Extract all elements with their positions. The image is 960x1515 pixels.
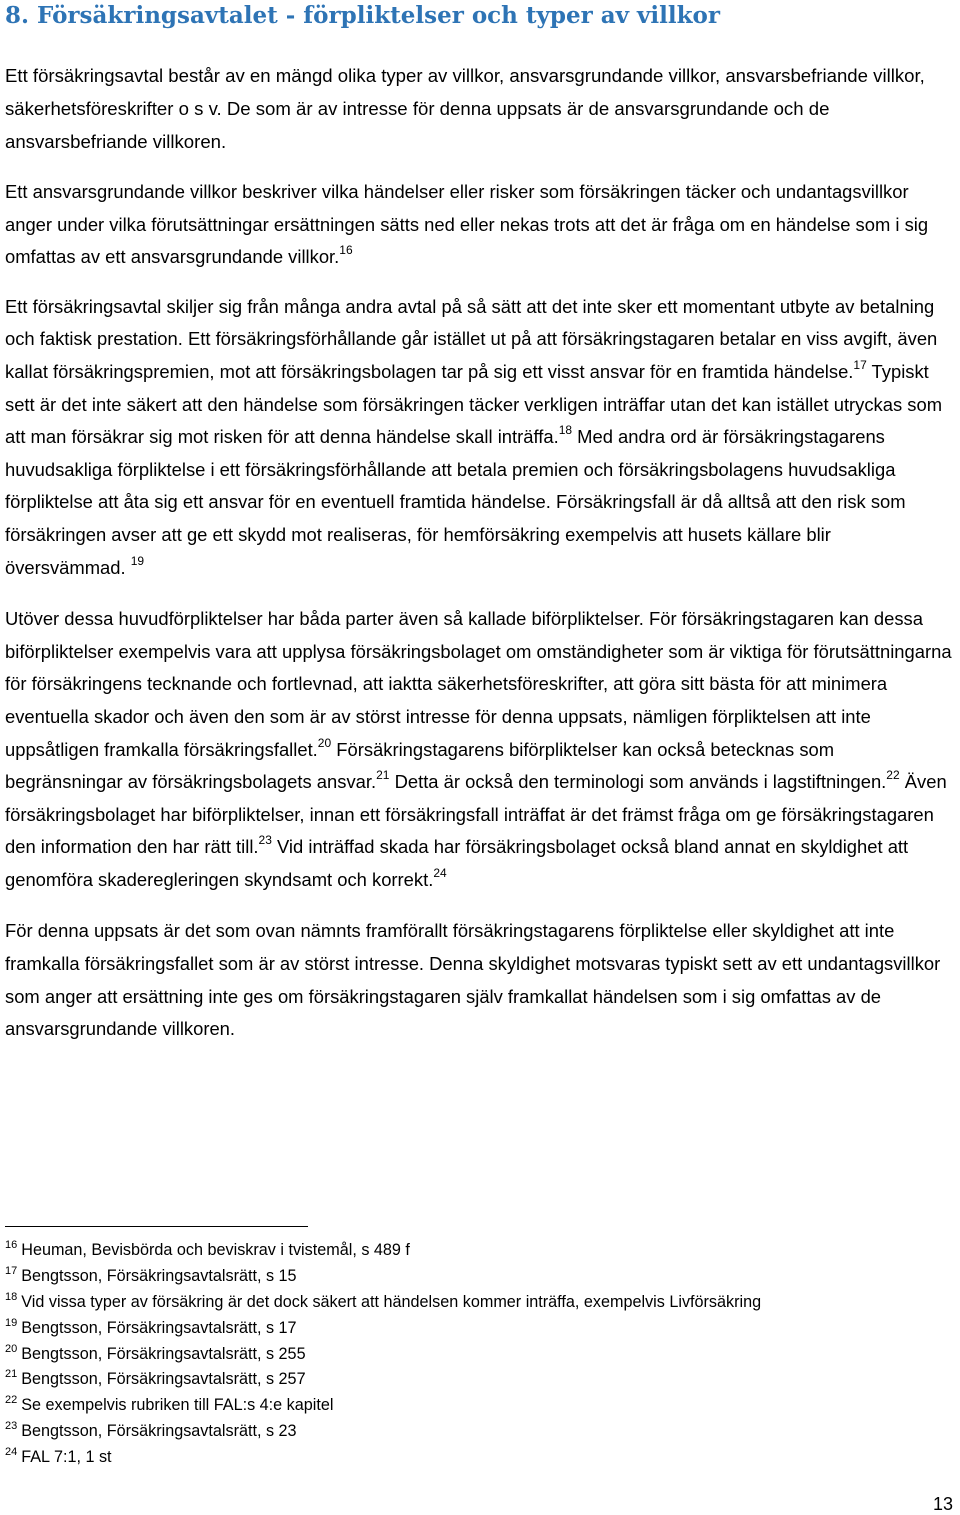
footnote-number: 23 xyxy=(5,1420,18,1433)
paragraph-4: För denna uppsats är det som ovan nämnts framförallt försäkringstagarens förpliktelse eller skyldighet att inte framkalla försäkringsfallet som är av störst intresse. Denna skyldighet motsvaras typiskt sett av ett undantagsvillkor som anger att ersättning inte ges om försäkringstagaren själv framkallat händelsen som i sig omfattas av de ansvarsgrundande villkoren. xyxy=(5,920,941,1040)
paragraph-1 xyxy=(5,176,955,274)
paragraph-2-text-1: Ett försäkringsavtal skiljer sig från många andra avtal på så sätt att det inte sker ett momentant utbyte av betalning och faktisk prestation. Ett försäkringsförhållande går istället ut på att försäkringstagaren betalar en viss avgift, även kallat försäkringspremien, mot att försäkringsbolagen tar på sig ett visst ansvar för en framtida händelse. xyxy=(5,295,938,382)
footnote-text: Bengtsson, Försäkringsavtalsrätt, s 23 xyxy=(21,1422,297,1441)
page-number: 13 xyxy=(932,1494,953,1514)
footnote-ref[interactable]: 23 xyxy=(258,833,272,848)
footnote-ref[interactable]: 19 xyxy=(130,553,145,568)
footnote-text: Bengtsson, Försäkringsavtalsrätt, s 17 xyxy=(21,1318,297,1337)
footnote-ref[interactable]: 24 xyxy=(433,865,447,880)
section-heading: 8. Försäkringsavtalet - förpliktelser och typer av villkor xyxy=(5,2,720,29)
paragraph-3-text-4: Även försäkringsbolaget har biförpliktelser, innan ett försäkringsfall inträffat är det främst fråga om ge försäkringstagaren den information den har rätt till. xyxy=(5,771,947,858)
footnote-ref[interactable]: 22 xyxy=(886,768,900,783)
footnote-item xyxy=(5,1393,955,1419)
footnote-item xyxy=(5,1290,955,1316)
footnote-text: Se exempelvis rubriken till FAL:s 4:e kapitel xyxy=(21,1396,334,1415)
footnote-separator xyxy=(5,1226,308,1227)
footnote-item xyxy=(5,1264,955,1290)
footnote-text: Bengtsson, Försäkringsavtalsrätt, s 255 xyxy=(21,1344,306,1363)
footnote-item xyxy=(5,1445,955,1471)
footnote-item xyxy=(5,1419,955,1445)
paragraph-3-text-1: Utöver dessa huvudförpliktelser har båda parter även så kallade biförpliktelser. För försäkringstagaren kan dessa biförpliktelser exempelvis vara att upplysa försäkringsbolaget om omständigheter som är viktiga för förutsättningarna för försäkringens tecknande och fortlevnad, att iaktta säkerhetsföreskrifter, att göra sitt bästa för att minimera eventuella skador och även den som är av störst intresse för denna uppsats, nämligen förpliktelsen att inte uppsåtligen framkalla försäkringsfallet. xyxy=(5,608,952,760)
footnote-number: 16 xyxy=(5,1239,18,1251)
paragraph-2 xyxy=(5,291,955,584)
footnote-number: 24 xyxy=(5,1446,18,1459)
paragraph-3-text-3: Detta är också den terminologi som används i lagstiftningen. xyxy=(389,771,887,793)
intro-paragraph: Ett försäkringsavtal består av en mängd olika typer av villkor, ansvarsgrundande villkor, ansvarsbefriande villkor, säkerhetsföreskrifter o s v. De som är av intresse för denna uppsats är de ansvarsgrundande och de ansvarsbefriande villkoren. xyxy=(5,65,925,152)
document-page xyxy=(5,0,955,1515)
footnote-text: Bengtsson, Försäkringsavtalsrätt, s 257 xyxy=(21,1370,306,1389)
paragraph-2-text-3: Med andra ord är försäkringstagarens huvudsakliga förpliktelse i ett försäkringsförhållande att betala premien och försäkringsbolagens huvudsakliga förpliktelse att åta sig ett ansvar för en eventuell framtida händelse. Försäkringsfall är då alltså att den risk som försäkringen avser att ge ett skydd mot realiseras, för hemförsäkring exempelvis att husets källare blir översvämmad. xyxy=(5,426,906,578)
footnote-ref[interactable]: 18 xyxy=(558,423,573,438)
paragraph-3-text-2: Försäkringstagarens biförpliktelser kan också betecknas som begränsningar av försäkringsbolagets ansvar. xyxy=(5,738,835,793)
footnote-number: 19 xyxy=(5,1316,18,1329)
paragraph-1-text: Ett ansvarsgrundande villkor beskriver vilka händelser eller risker som försäkringen täcker och undantagsvillkor anger under vilka förutsättningar ersättningen sätts ned eller nekas trots att det är fråga om en händelse som i sig omfattas av ett ansvarsgrundande villkor. xyxy=(5,181,929,268)
footnote-text: Heuman, Bevisbörda och beviskrav i tvistemål, s 489 f xyxy=(21,1241,410,1259)
footnote-number: 21 xyxy=(5,1368,18,1381)
footnote-item xyxy=(5,1342,955,1368)
footnote-list xyxy=(5,1238,955,1471)
footnote-number: 17 xyxy=(5,1264,18,1277)
footnote-text: Vid vissa typer av försäkring är det dock säkert att händelsen kommer inträffa, exempelvis Livförsäkring xyxy=(21,1292,762,1311)
footnote-item xyxy=(5,1238,955,1264)
paragraph-2-text-2: Typiskt sett är det inte säkert att den händelse som försäkringen täcker verkligen inträffar utan det kan istället utryckas som att man försäkrar sig mot risken för att denna händelse skall inträffa. xyxy=(5,360,943,448)
paragraph-3 xyxy=(5,603,955,896)
footnote-item xyxy=(5,1367,955,1393)
paragraph-3-text-5: Vid inträffad skada har försäkringsbolaget också bland annat en skyldighet att genomföra skaderegleringen skyndsamt och korrekt. xyxy=(5,836,909,890)
footnote-text: Bengtsson, Försäkringsavtalsrätt, s 15 xyxy=(21,1266,297,1285)
footnote-text: FAL 7:1, 1 st xyxy=(21,1448,112,1467)
footnote-number: 18 xyxy=(5,1290,18,1303)
footnote-ref[interactable]: 17 xyxy=(853,357,867,372)
footnote-item xyxy=(5,1316,955,1342)
footnote-ref[interactable]: 21 xyxy=(376,768,390,783)
footnote-number: 20 xyxy=(5,1342,18,1355)
footnote-ref[interactable]: 16 xyxy=(339,243,353,258)
footnote-number: 22 xyxy=(5,1394,18,1407)
footnote-ref[interactable]: 20 xyxy=(317,735,332,750)
